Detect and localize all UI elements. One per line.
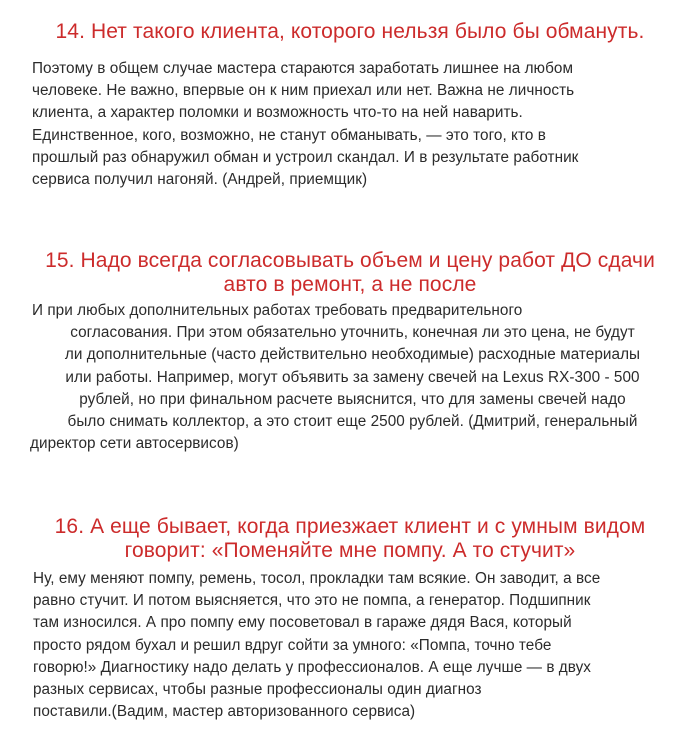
paragraph-line: просто рядом бухал и решил вдруг сойти за умного: «Помпа, точно тебе (33, 636, 552, 654)
heading-line: 14. Нет такого клиента, которого нельзя было бы обмануть. (55, 20, 645, 43)
paragraph-line: человеке. Не важно, впервые он к ним приехал или нет. Важна не личность (32, 82, 575, 100)
heading-line: 16. А еще бывает, когда приезжает клиент и с умным видом (54, 515, 646, 538)
section-16 (0, 515, 700, 721)
paragraph-line: ли дополнительные (часто действительно необходимые) расходные материалы (64, 346, 641, 364)
section-heading (0, 515, 700, 563)
heading-line: говорит: «Поменяйте мне помпу. А то стучит» (124, 539, 576, 562)
paragraph-line: И при любых дополнительных работах требовать предварительного (32, 302, 523, 319)
section-paragraph (30, 300, 675, 455)
section-paragraph (32, 58, 672, 191)
paragraph-line: клиента, а характер поломки и возможность что-то на ней наварить. (32, 104, 523, 122)
paragraph-line: или работы. Например, могут объявить за замену свечей на Lexus RX-300 - 500 (65, 368, 640, 386)
section-14 (0, 20, 700, 189)
paragraph-line: рублей, но при финальном расчете выяснится, что для замены свечей надо (79, 390, 626, 408)
paragraph-line: говорю!» Диагностику надо делать у профессионалов. А еще лучше — в двух (33, 658, 592, 676)
section-15 (0, 249, 700, 453)
section-heading (0, 249, 700, 297)
paragraph-line: сервиса получил нагоняй. (Андрей, приемщик) (32, 171, 368, 189)
paragraph-line: разных сервисах, чтобы разные профессионалы один диагноз (33, 681, 482, 699)
paragraph-line: согласования. При этом обязательно уточнить, конечная ли это цена, не будут (70, 324, 635, 342)
section-paragraph (33, 568, 678, 723)
paragraph-line: было снимать коллектор, а это стоит еще 2500 рублей. (Дмитрий, генеральный (67, 413, 638, 431)
paragraph-line: Поэтому в общем случае мастера стараются заработать лишнее на любом (32, 60, 574, 77)
paragraph-line: директор сети автосервисов) (30, 435, 239, 453)
paragraph-line: поставили.(Вадим, мастер авторизованного сервиса) (33, 703, 416, 721)
section-heading (0, 20, 700, 44)
paragraph-line: Единственное, кого, возможно, не станут обманывать, — это того, кто в (32, 126, 546, 144)
paragraph-line: прошлый раз обнаружил обман и устроил скандал. И в результате работник (32, 148, 579, 166)
paragraph-line: равно стучит. И потом выясняется, что это не помпа, а генератор. Подшипник (33, 592, 591, 610)
paragraph-line: Ну, ему меняют помпу, ремень, тосол, прокладки там всякие. Он заводит, а все (33, 570, 601, 587)
paragraph-line: там износился. А про помпу ему посоветовал в гараже дядя Вася, который (33, 614, 572, 632)
heading-line: 15. Надо всегда согласовывать объем и цену работ ДО сдачи (45, 249, 655, 272)
heading-line: авто в ремонт, а не после (223, 273, 477, 296)
